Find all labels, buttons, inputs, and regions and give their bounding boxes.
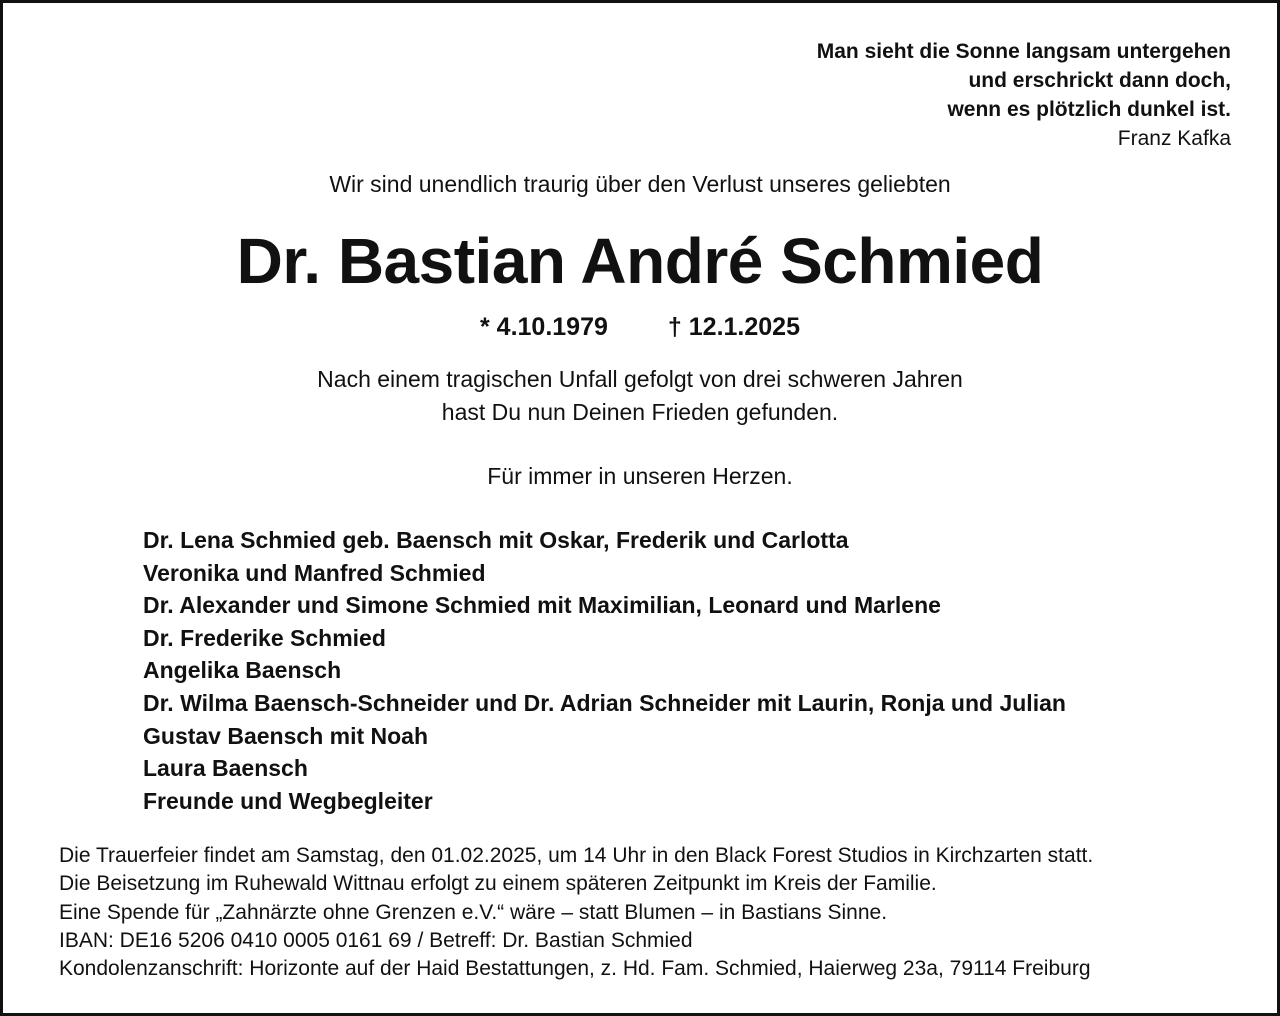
donation-info: Eine Spende für „Zahnärzte ohne Grenzen e.V.“ wäre – statt Blumen – in Bastians Sinne. <box>59 900 888 924</box>
message-line: hast Du nun Deinen Frieden gefunden. <box>441 399 839 425</box>
birth-date: * 4.10.1979 <box>480 313 608 341</box>
quote-author: Franz Kafka <box>1117 127 1231 150</box>
mourner-entry: Angelika Baensch <box>143 657 342 684</box>
mourner-entry: Dr. Lena Schmied geb. Baensch mit Oskar, Frederik und Carlotta <box>143 527 849 553</box>
quote-line: und erschrickt dann doch, <box>968 69 1231 92</box>
mourner-entry: Dr. Alexander und Simone Schmied mit Maximilian, Leonard und Marlene <box>143 592 941 619</box>
burial-info: Die Beisetzung im Ruhewald Wittnau erfolgt zu einem späteren Zeitpunkt im Kreis der Familie. <box>59 872 937 896</box>
mourner-entry: Dr. Wilma Baensch-Schneider und Dr. Adrian Schneider mit Laurin, Ronja und Julian <box>143 689 1066 716</box>
mourner-entry: Laura Baensch <box>143 755 308 782</box>
funeral-ceremony-info: Die Trauerfeier findet am Samstag, den 01.02.2025, um 14 Uhr in den Black Forest Studios in Kirchzarten statt. <box>59 844 1094 867</box>
iban-info: IBAN: DE16 5206 0410 0005 0161 69 / Betreff: Dr. Bastian Schmied <box>59 928 693 952</box>
quote-line: Man sieht die Sonne langsam untergehen <box>816 40 1231 63</box>
in-our-hearts-line: Für immer in unseren Herzen. <box>487 463 793 489</box>
mourners-list <box>143 524 1066 817</box>
kafka-quote <box>817 37 1231 153</box>
quote-line: wenn es plötzlich dunkel ist. <box>947 98 1231 121</box>
mourner-entry: Gustav Baensch mit Noah <box>143 722 429 749</box>
life-dates <box>3 311 1277 343</box>
farewell-message <box>3 363 1277 429</box>
funeral-details <box>59 842 1093 983</box>
message-line: Nach einem tragischen Unfall gefolgt von drei schweren Jahren <box>317 366 963 392</box>
death-date: † 12.1.2025 <box>667 313 800 341</box>
mourner-entry: Freunde und Wegbegleiter <box>143 787 433 814</box>
mourner-entry: Veronika und Manfred Schmied <box>143 559 486 586</box>
intro-text: Wir sind unendlich traurig über den Verlust unseres geliebten <box>329 171 951 197</box>
mourner-entry: Dr. Frederike Schmied <box>143 624 386 651</box>
condolence-address: Kondolenzanschrift: Horizonte auf der Haid Bestattungen, z. Hd. Fam. Schmied, Haierweg 23a, 79114 Freiburg <box>59 957 1091 981</box>
deceased-name: Dr. Bastian André Schmied <box>236 225 1044 297</box>
